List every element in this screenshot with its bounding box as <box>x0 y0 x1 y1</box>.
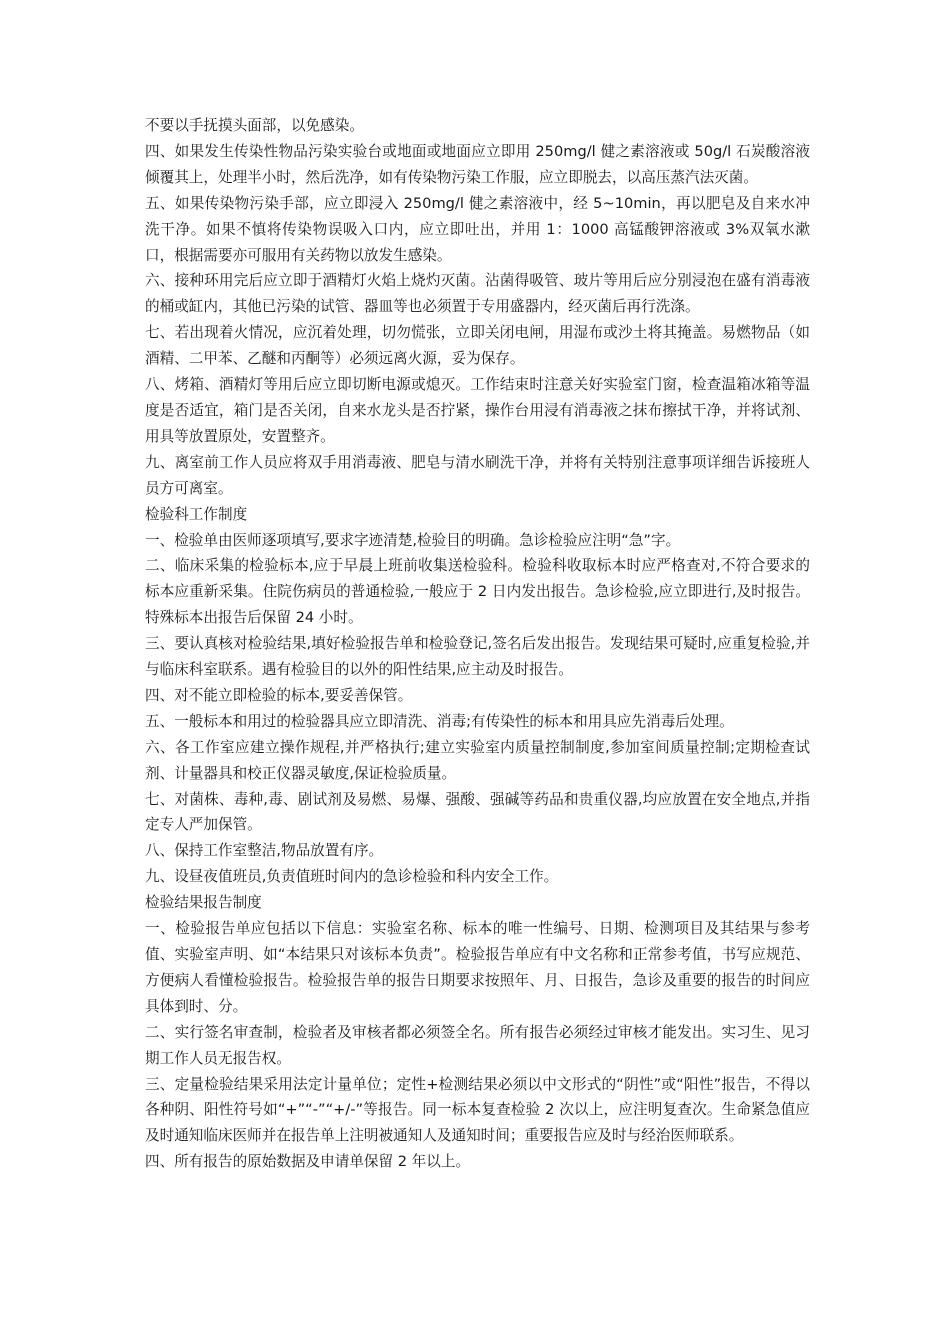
paragraph: 不要以手抚摸头面部，以免感染。 <box>145 117 364 134</box>
paragraph: 七、对菌株、毒种,毒、剧试剂及易燃、易爆、强酸、强碱等药品和贵重仪器,均应放置在安全地点,并指定专人严加保管。 <box>145 790 810 834</box>
paragraph: 五、一般标本和用过的检验器具应立即清洗、消毒;有传染性的标本和用具应先消毒后处理。 <box>145 712 734 730</box>
paragraph: 五、如果传染物污染手部，应立即浸入 250mg/l 健之素溶液中，经 5~10min，再以肥皂及自来水冲洗干净。如果不慎将传染物误吸入口内，应立即吐出，并用 1：1000 高锰酸钾溶液或 3%双氧水漱口，根据需要亦可服用有关药物以放发生感染。 <box>145 194 810 264</box>
paragraph: 六、接种环用完后应立即于酒精灯火焰上烧灼灭菌。沾菌得吸管、玻片等用后应分别浸泡在盛有消毒液的桶或缸内，其他已污染的试管、器皿等也必须置于专用盛器内，经灭菌后再行洗涤。 <box>145 272 810 316</box>
paragraph: 三、要认真核对检验结果,填好检验报告单和检验登记,签名后发出报告。发现结果可疑时,应重复检验,并与临床科室联系。遇有检验目的以外的阳性结果,应主动及时报告。 <box>145 635 810 679</box>
paragraph: 八、保持工作室整洁,物品放置有序。 <box>145 842 384 860</box>
paragraph: 四、如果发生传染性物品污染实验台或地面或地面应立即用 250mg/l 健之素溶液或 50g/l 石炭酸溶液倾覆其上，处理半小时，然后洗净，如有传染物污染工作服，应立即脱去，以高压蒸汽法灭菌。 <box>145 142 810 186</box>
paragraph: 二、临床采集的检验标本,应于早晨上班前收集送检验科。检验科收取标本时应严格查对,不符合要求的标本应重新采集。住院伤病员的普通检验,一般应于 2 日内发出报告。急诊检验,应立即进行,及时报告。特殊标本出报告后保留 24 小时。 <box>145 557 810 627</box>
paragraph: 三、定量检验结果采用法定计量单位；定性+检测结果必须以中文形式的“阴性”或“阳性”报告，不得以各种阴、阳性符号如“+”“-”“+/-”等报告。同一标本复查检验 2 次以上，应注明复查次。生命紧急值应及时通知临床医师并在报告单上注明被通知人及通知时间；重要报告应及时与经治医师联系。 <box>145 1075 810 1145</box>
paragraph: 一、检验单由医师逐项填写,要求字迹清楚,检验目的明确。急诊检验应注明“急”字。 <box>145 531 681 549</box>
paragraph: 九、离室前工作人员应将双手用消毒液、肥皂与清水刷洗干净，并将有关特别注意事项详细告诉接班人员方可离室。 <box>145 453 810 497</box>
paragraph: 九、设昼夜值班员,负责值班时间内的急诊检验和科内安全工作。 <box>145 868 559 886</box>
paragraph: 六、各工作室应建立操作规程,并严格执行;建立实验室内质量控制制度,参加室间质量控制;定期检查试剂、计量器具和校正仪器灵敏度,保证检验质量。 <box>145 738 810 782</box>
paragraph: 二、实行签名审查制，检验者及审核者都必须签全名。所有报告必须经过审核才能发出。实习生、见习期工作人员无报告权。 <box>145 1023 810 1067</box>
paragraph: 四、对不能立即检验的标本,要妥善保管。 <box>145 686 413 704</box>
document-page <box>145 113 810 1175</box>
paragraph: 八、烤箱、酒精灯等用后应立即切断电源或熄灭。工作结束时注意关好实验室门窗，检查温箱冰箱等温度是否适宜，箱门是否关闭，自来水龙头是否拧紧，操作台用浸有消毒液之抹布擦拭干净，并将试剂、用具等放置原处，安置整齐。 <box>145 376 810 445</box>
paragraph: 一、检验报告单应包括以下信息：实验室名称、标本的唯一性编号、日期、检测项目及其结果与参考值、实验室声明、如“本结果只对该标本负责”。检验报告单应有中文名称和正常参考值，书写应规范、方便病人看懂检验报告。检验报告单的报告日期要求按照年、月、日报告，急诊及重要的报告的时间应具体到时、分。 <box>145 920 810 1015</box>
paragraph: 四、所有报告的原始数据及申请单保留 2 年以上。 <box>145 1153 471 1171</box>
paragraph: 七、若出现着火情况，应沉着处理，切勿慌张，立即关闭电闸，用湿布或沙土将其掩盖。易燃物品（如酒精、二甲苯、乙醚和丙酮等）必须远离火源，妥为保存。 <box>145 324 810 368</box>
section-heading-report-rules: 检验结果报告制度 <box>145 894 262 912</box>
section-heading-dept-rules: 检验科工作制度 <box>145 505 248 523</box>
